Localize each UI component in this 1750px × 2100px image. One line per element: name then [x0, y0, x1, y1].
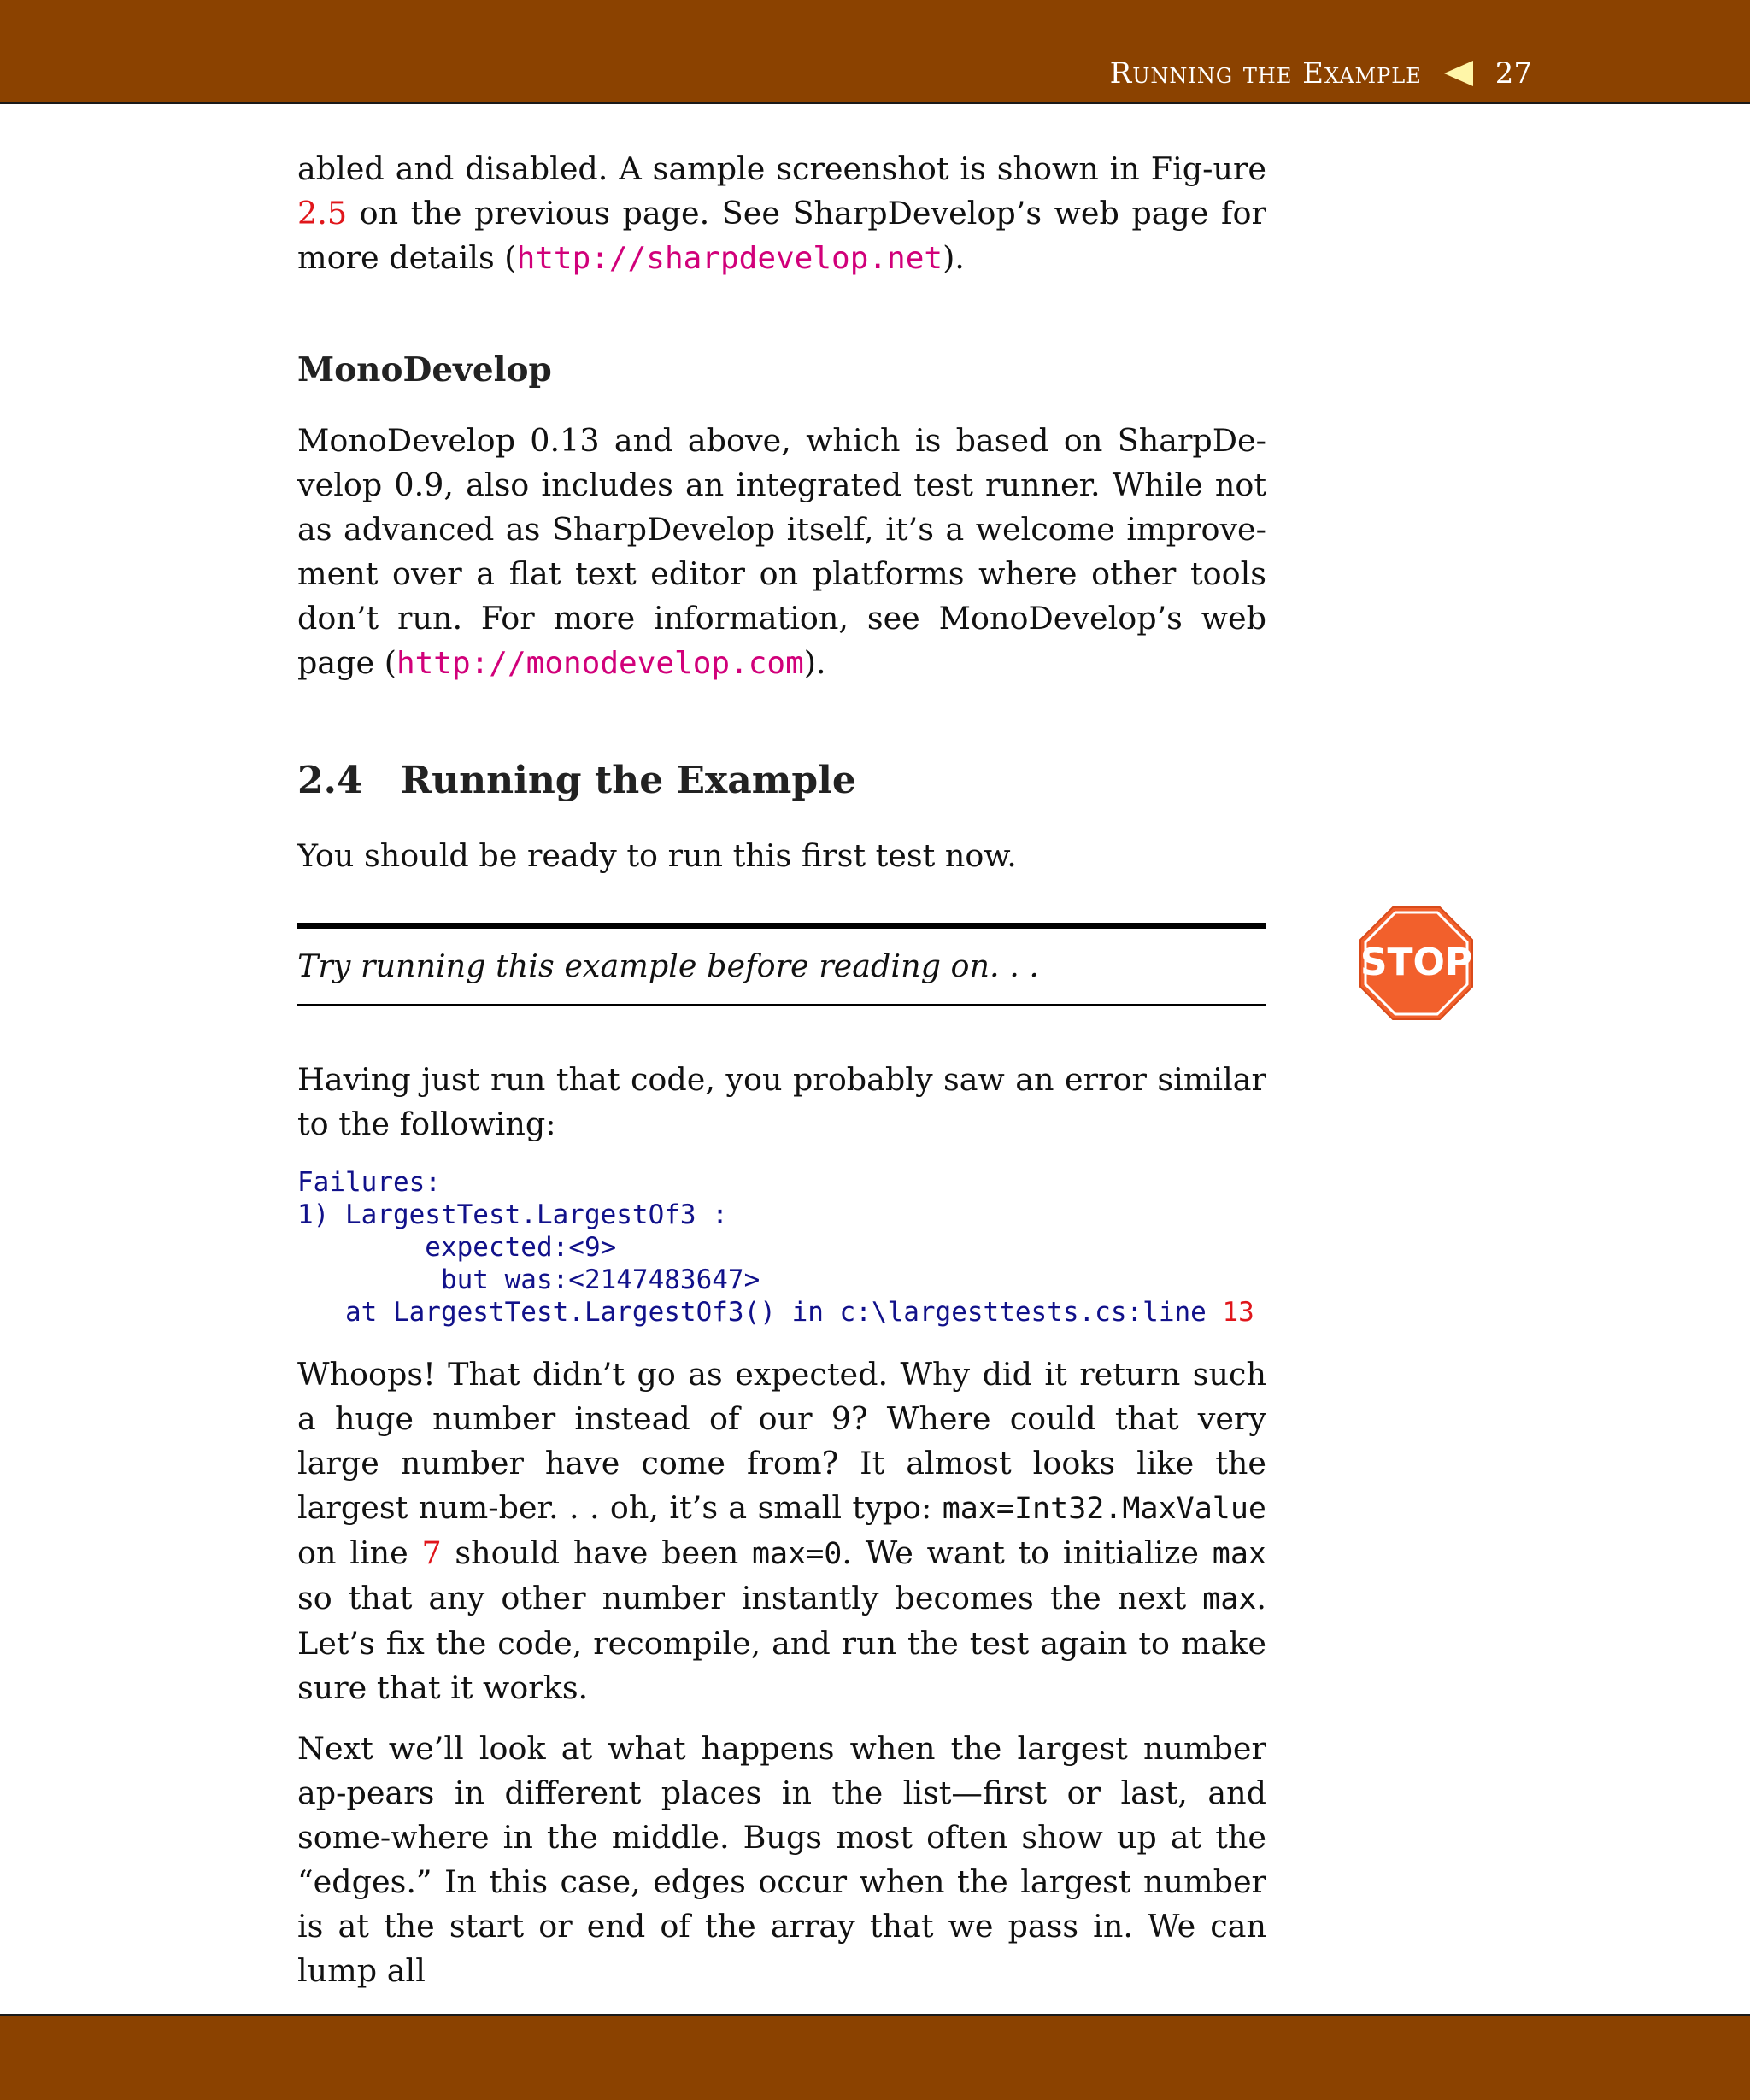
monodevelop-url-link[interactable]: http://monodevelop.com — [396, 646, 804, 681]
callout-text: Try running this example before reading on. . . — [297, 947, 1040, 984]
inline-code: max=Int32.MaxValue — [942, 1492, 1266, 1526]
figure-reference-link[interactable]: 2.5 — [297, 195, 348, 232]
section-lead: You should be ready to run this first test now. — [297, 837, 1017, 874]
next-paragraph-block — [297, 1727, 1266, 1993]
inline-code: max — [1212, 1537, 1266, 1571]
code-line: expected:<9> — [297, 1232, 617, 1263]
header-band — [0, 0, 1750, 104]
after-paragraph: Having just run that code, you probably saw an error similar to the following: — [297, 1061, 1266, 1142]
whoops-paragraph-block — [297, 1352, 1266, 1710]
section-heading — [297, 759, 1266, 802]
stop-sign-icon — [1359, 906, 1474, 1021]
code-line: 1) LargestTest.LargestOf3 : — [297, 1200, 728, 1230]
code-listing — [297, 1166, 1266, 1329]
page-number: 27 — [1495, 56, 1532, 91]
code-line-number: 13 — [1222, 1297, 1254, 1328]
previous-arrow-icon[interactable] — [1444, 61, 1473, 86]
footer-band — [0, 2014, 1750, 2100]
code-block — [297, 1166, 1266, 1329]
section-lead-block — [297, 834, 1266, 878]
section-title: Running the Example — [400, 759, 856, 802]
stop-sign-label: STOP — [1359, 941, 1473, 984]
monodevelop-paragraph: MonoDevelop 0.13 and above, which is based on SharpDe-velop 0.9, also includes an integrated test runner. While not as advanced as SharpDevelop itself, it’s a welcome improve-ment over a flat text editor on platforms where other tools don’t run. For more information, see MonoDevelop’s web page (http://monodevelop.com). — [297, 422, 1266, 681]
code-line: at LargestTest.LargestOf3() in c:\largesttests.cs:line — [297, 1297, 1223, 1328]
callout-text-block — [297, 944, 1266, 988]
intro-paragraph-block — [297, 147, 1266, 281]
callout-bottom-rule — [297, 1004, 1266, 1006]
inline-code: max=0 — [751, 1537, 843, 1571]
code-line: Failures: — [297, 1167, 441, 1198]
sharpdevelop-url-link[interactable]: http://sharpdevelop.net — [516, 241, 943, 276]
section-number: 2.4 — [297, 759, 363, 802]
whoops-paragraph: Whoops! That didn’t go as expected. Why did it return such a huge number instead of our 9? Where could that very large number have come from? It almost looks like the largest num-ber. . . oh, it’s a small typo: max=Int32.MaxValue on line 7 should have been max=0. We want to initialize max so that any other number instantly becomes the next max. Let’s fix the code, recompile, and run the test again to make sure that it works. — [297, 1356, 1266, 1706]
intro-paragraph: abled and disabled. A sample screenshot is shown in Fig-ure 2.5 on the previous page. See SharpDevelop’s web page for more details (http://sharpdevelop.net). — [297, 150, 1266, 276]
section-heading-block — [297, 759, 1266, 802]
after-paragraph-block — [297, 1058, 1266, 1147]
running-head — [1110, 56, 1532, 91]
running-title: Running the Example — [1109, 56, 1422, 91]
callout-top-rule — [297, 923, 1266, 929]
code-line: but was:<2147483647> — [297, 1264, 760, 1295]
line-reference-link[interactable]: 7 — [421, 1534, 442, 1571]
inline-code: max — [1202, 1582, 1257, 1616]
monodevelop-heading-block — [297, 350, 1266, 390]
next-paragraph: Next we’ll look at what happens when the largest number ap-pears in different places in the list—first or last, and some-where in the middle. Bugs most often show up at the “edges.” In this case, edges occur when the largest number is at the start or end of the array that we pass in. We can lump all — [297, 1730, 1266, 1989]
monodevelop-heading: MonoDevelop — [297, 350, 552, 390]
monodevelop-paragraph-block — [297, 419, 1266, 686]
